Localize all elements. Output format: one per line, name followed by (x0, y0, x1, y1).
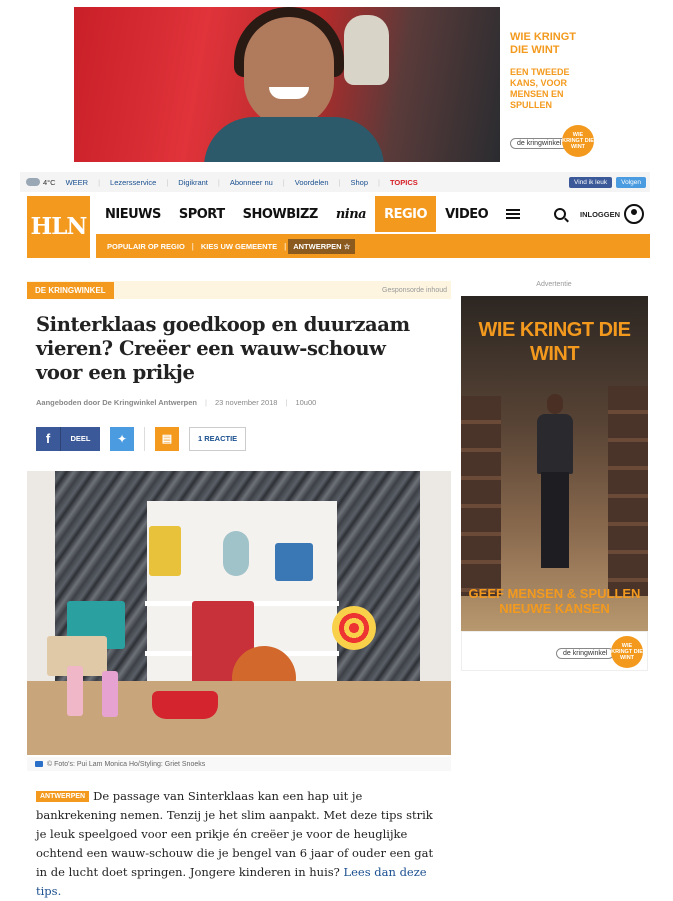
subnav-kies-gemeente[interactable]: KIES UW GEMEENTE (200, 241, 278, 251)
sponsor-bar (27, 281, 451, 299)
toy-boat (152, 691, 218, 719)
utility-link-lezersservice[interactable]: Lezersservice (110, 177, 157, 187)
publish-date: 23 november 2018 (214, 398, 278, 407)
sidebar-ad[interactable] (461, 296, 648, 631)
article-photo[interactable] (27, 471, 451, 755)
weather-widget[interactable] (26, 178, 56, 187)
nav-item-nina[interactable]: nina (335, 206, 367, 222)
hln-logo[interactable]: HLN (27, 196, 90, 258)
camera-icon (35, 761, 43, 767)
twitter-follow-button[interactable]: Volgen (616, 177, 646, 188)
banner-subline: EEN TWEEDE KANS, VOOR MENSEN EN SPULLEN (510, 67, 570, 110)
man-figure (541, 472, 569, 568)
topics-link[interactable]: TOPICS (389, 177, 418, 187)
sponsored-label: Gesponsorde inhoud (382, 286, 447, 294)
comment-icon[interactable]: ▤ (155, 427, 179, 451)
search-icon[interactable] (554, 208, 566, 220)
article-headline: Sinterklaas goedkoop en duurzaam vieren? Creëer een wauw-schouw voor een prikje (36, 313, 410, 384)
hamburger-icon (506, 209, 520, 219)
sponsor-tag[interactable]: DE KRINGWINKEL (27, 282, 114, 299)
doll (102, 671, 118, 717)
lede-text: De passage van Sinterklaas kan een hap uit je bankrekening nemen. Tenzij je het slim aanpakt. Met deze tips strik je leuk speelgoed voor een prikje én creëer je voor de heuglijke ochtend een wauw-schouw die je bengel van 6 jaar of ouder een gat in de lucht doet springen. Jongere kinderen in huis? (36, 789, 434, 879)
lees-tips-link[interactable]: Lees dan deze tips. (36, 865, 427, 898)
nav-row (96, 196, 650, 232)
facebook-icon: f (36, 427, 60, 451)
menu-button[interactable] (497, 196, 529, 232)
user-account-icon[interactable] (624, 204, 644, 224)
facebook-like-button[interactable]: Vind ik leuk (569, 177, 612, 188)
photo-caption: © Foto's: Pui Lam Monica Ho/Styling: Griet Snoeks (27, 757, 451, 771)
twitter-share-button[interactable]: ✦ (110, 427, 134, 451)
cloud-icon (26, 178, 40, 186)
sidebar-ad-headline: WIE KRINGT DIE WINT (478, 319, 631, 365)
top-banner-ad[interactable] (74, 7, 600, 162)
article-meta: Aangeboden door De Kringwinkel Antwerpen | 23 november 2018 | 10u00 (36, 398, 317, 407)
book-toy (149, 526, 181, 576)
nav-item-video[interactable]: VIDEO (445, 206, 489, 222)
main-navigation (20, 196, 650, 258)
publish-time: 10u00 (295, 398, 317, 407)
share-label: DEEL (60, 427, 100, 451)
kringwinkel-logo: de kringwinkel (556, 648, 614, 659)
utility-link-digikrant[interactable]: Digikrant (178, 177, 208, 187)
utility-link-shop[interactable]: Shop (350, 177, 368, 187)
weer-link[interactable]: WEER (65, 177, 89, 187)
nav-item-nieuws[interactable]: NIEUWS (105, 206, 161, 222)
sidebar-ad-footer[interactable] (461, 631, 648, 671)
doll (67, 666, 83, 716)
location-tag[interactable]: ANTWERPEN (36, 791, 89, 802)
banner-headline: WIE KRINGT DIE WINT (510, 31, 576, 56)
facebook-share-button[interactable] (36, 427, 100, 451)
byline: Aangeboden door De Kringwinkel Antwerpen (36, 398, 197, 407)
utility-bar: 4°C WEER | Lezersservice | Digikrant | Abonneer nu | Voordelen | Shop | TOPICS Vind ik leuk Volgen (20, 172, 650, 192)
subnav-populair[interactable]: POPULAIR OP REGIO (107, 241, 185, 251)
temperature: 4°C (43, 177, 56, 187)
utility-link-abonneer[interactable]: Abonneer nu (229, 177, 273, 187)
share-bar (36, 427, 246, 451)
regio-subnav: POPULAIR OP REGIO | KIES UW GEMEENTE | ANTWERPEN ☆ (96, 234, 650, 258)
login-link[interactable]: INLOGGEN (579, 209, 620, 219)
share-divider (144, 427, 145, 451)
sidebar-ad-slogan: GEEF MENSEN & SPULLEN NIEUWE KANSEN (468, 586, 641, 616)
banner-photo (74, 7, 500, 162)
kringwinkel-badge: WIE KRINGT DIE WINT (611, 636, 643, 668)
robot-toy (223, 531, 249, 576)
article-lede (36, 787, 446, 901)
dartboard (332, 606, 376, 650)
kringwinkel-badge: WIE KRINGT DIE WINT (562, 125, 594, 157)
utility-link-voordelen[interactable]: Voordelen (294, 177, 329, 187)
nav-item-sport[interactable]: SPORT (178, 206, 225, 222)
nav-item-showbizz[interactable]: SHOWBIZZ (242, 206, 318, 222)
glove-hand-image (344, 15, 389, 85)
garfield-book (275, 543, 313, 581)
reactie-button[interactable]: 1 REACTIE (189, 427, 246, 451)
advertentie-label: Advertentie (536, 281, 572, 288)
nav-item-regio[interactable]: REGIO (375, 196, 436, 232)
kringwinkel-logo: de kringwinkel (510, 132, 568, 150)
subnav-antwerpen[interactable]: ANTWERPEN ☆ (288, 239, 355, 254)
